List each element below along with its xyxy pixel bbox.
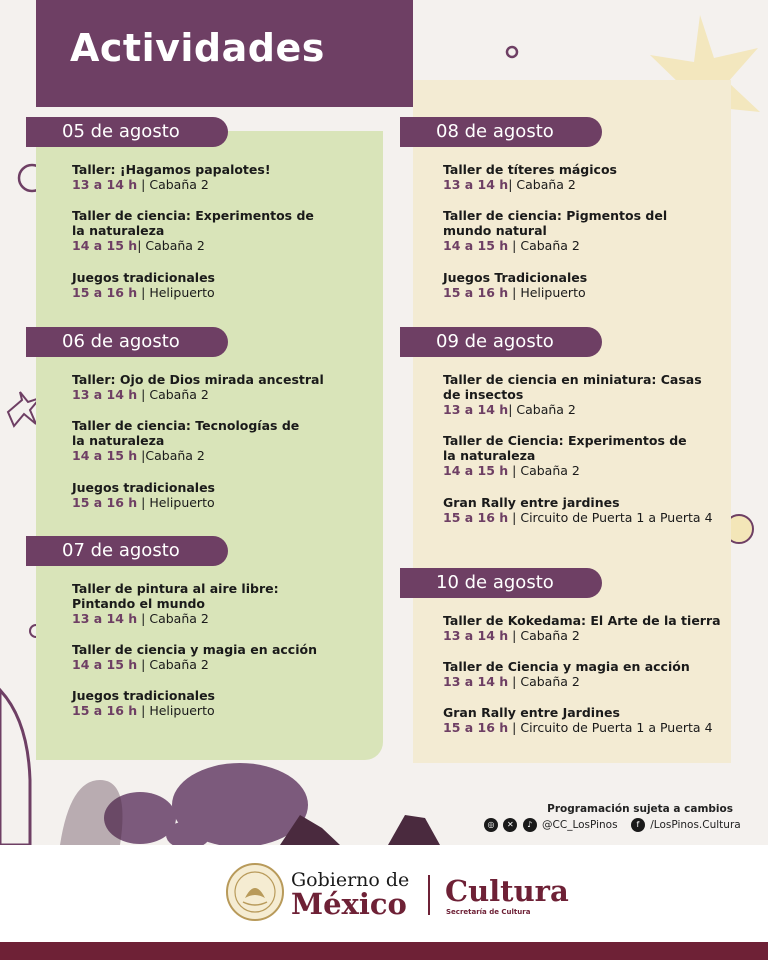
footer-bar [0, 942, 768, 960]
activity-item [443, 162, 743, 193]
activity-item [443, 372, 713, 418]
activity-hours: 14 a 15 h [72, 238, 138, 253]
activity-title: Taller de Kokedama: El Arte de la tierra [443, 613, 721, 628]
facebook-icon[interactable]: f [631, 818, 645, 832]
date-tab: 09 de agosto [400, 327, 602, 357]
activity-hours: 15 a 16 h [443, 510, 509, 525]
activity-item [72, 642, 372, 673]
activity-title: Taller de ciencia en miniatura: Casas de insectos [443, 372, 702, 402]
activity-title: Juegos tradicionales [72, 688, 215, 703]
date-tab: 05 de agosto [26, 117, 228, 147]
activity-place: |Cabaña 2 [137, 448, 205, 463]
activity-title: Taller de ciencia: Pigmentos del mundo natural [443, 208, 668, 238]
activity-title: Taller de Ciencia y magia en acción [443, 659, 690, 674]
activity-title: Taller de títeres mágicos [443, 162, 617, 177]
activity-time [443, 674, 743, 690]
activity-item [72, 581, 282, 627]
activity-hours: 13 a 14 h [72, 387, 138, 402]
instagram-icon[interactable]: ◎ [484, 818, 498, 832]
activity-place: | Helipuerto [137, 703, 215, 718]
activity-place: | Cabaña 2 [137, 657, 209, 672]
activity-item [72, 162, 372, 193]
boulder-decoration [172, 763, 308, 845]
activity-item [72, 372, 372, 403]
activity-hours: 15 a 16 h [72, 703, 138, 718]
activity-place: | Cabaña 2 [508, 238, 580, 253]
activity-title: Juegos tradicionales [72, 480, 215, 495]
activity-time [72, 495, 372, 511]
activity-item [72, 688, 372, 719]
activity-item [443, 659, 743, 690]
activity-item [443, 433, 703, 479]
activity-title: Gran Rally entre Jardines [443, 705, 620, 720]
cactus-decoration [0, 690, 30, 845]
activity-time [443, 402, 713, 418]
activity-title: Gran Rally entre jardines [443, 495, 620, 510]
activity-hours: 14 a 15 h [72, 657, 138, 672]
social-handle-2[interactable]: /LosPinos.Cultura [650, 819, 741, 831]
activity-time [443, 510, 743, 526]
activity-time [72, 611, 282, 627]
activity-hours: 15 a 16 h [72, 495, 138, 510]
activity-time [72, 177, 372, 193]
activity-time [72, 657, 372, 673]
date-tab: 08 de agosto [400, 117, 602, 147]
boulder-decoration [166, 821, 210, 845]
activity-hours: 13 a 14 h [443, 402, 509, 417]
activity-item [72, 480, 372, 511]
activity-title: Taller de ciencia: Experimentos de la naturaleza [72, 208, 314, 238]
page-title: Actividades [70, 26, 325, 70]
activity-place: | Helipuerto [508, 285, 586, 300]
activity-time [443, 720, 743, 736]
activity-item [443, 613, 743, 644]
footer-divider [428, 875, 430, 915]
activity-item [443, 270, 743, 301]
activity-hours: 14 a 15 h [443, 238, 509, 253]
activity-place: | Cabaña 2 [508, 628, 580, 643]
activity-time [443, 628, 743, 644]
activity-item [443, 208, 713, 254]
activity-hours: 15 a 16 h [443, 720, 509, 735]
activity-time [72, 703, 372, 719]
activity-place: | Circuito de Puerta 1 a Puerta 4 [508, 510, 713, 525]
activity-place: | Cabaña 2 [137, 177, 209, 192]
activity-title: Juegos tradicionales [72, 270, 215, 285]
cultura-logo-text: Cultura [445, 874, 569, 908]
activity-time [72, 387, 372, 403]
activity-title: Taller de Ciencia: Experimentos de la naturaleza [443, 433, 687, 463]
activity-title: Taller de pintura al aire libre: Pintando el mundo [72, 581, 279, 611]
activity-time [443, 285, 743, 301]
figure-decoration [60, 780, 123, 845]
activity-title: Taller: ¡Hagamos papalotes! [72, 162, 271, 177]
figure-decoration [388, 815, 440, 845]
tiktok-icon[interactable]: ♪ [523, 818, 537, 832]
date-tab: 06 de agosto [26, 327, 228, 357]
activity-item [443, 495, 743, 526]
activity-hours: 13 a 14 h [443, 628, 509, 643]
activity-place: | Cabaña 2 [508, 177, 576, 192]
mexico-label: México [291, 887, 407, 921]
activity-item [72, 418, 312, 464]
activity-time [443, 463, 703, 479]
activity-title: Juegos Tradicionales [443, 270, 588, 285]
activity-place: | Cabaña 2 [508, 402, 576, 417]
date-tab: 10 de agosto [400, 568, 602, 598]
x-icon[interactable]: ✕ [503, 818, 517, 832]
social-handle-1[interactable]: @CC_LosPinos [542, 819, 618, 831]
activity-place: | Cabaña 2 [137, 611, 209, 626]
date-tab: 07 de agosto [26, 536, 228, 566]
activity-title: Taller de ciencia: Tecnologías de la naturaleza [72, 418, 300, 448]
activity-title: Taller: Ojo de Dios mirada ancestral [72, 372, 324, 387]
activity-time [443, 177, 743, 193]
activity-title: Taller de ciencia y magia en acción [72, 642, 317, 657]
figure-decoration [280, 815, 340, 845]
cultura-subtitle: Secretaría de Cultura [446, 908, 531, 916]
activity-time [72, 448, 312, 464]
activity-hours: 15 a 16 h [443, 285, 509, 300]
schedule-note: Programación sujeta a cambios [547, 803, 733, 815]
circle-decoration [507, 47, 517, 57]
gobierno-label: Gobierno de [291, 869, 410, 891]
national-seal-icon [225, 862, 285, 922]
activity-hours: 13 a 14 h [72, 177, 138, 192]
activity-hours: 13 a 14 h [72, 611, 138, 626]
activity-hours: 13 a 14 h [443, 177, 509, 192]
activity-place: | Circuito de Puerta 1 a Puerta 4 [508, 720, 713, 735]
activity-place: | Helipuerto [137, 285, 215, 300]
boulder-decoration [104, 792, 176, 844]
activity-item [443, 705, 743, 736]
activity-place: | Cabaña 2 [137, 238, 205, 253]
activity-hours: 14 a 15 h [72, 448, 138, 463]
activity-hours: 14 a 15 h [443, 463, 509, 478]
activity-time [72, 238, 322, 254]
social-handles [484, 818, 744, 836]
activity-place: | Cabaña 2 [137, 387, 209, 402]
activity-hours: 13 a 14 h [443, 674, 509, 689]
activity-place: | Cabaña 2 [508, 463, 580, 478]
activity-item [72, 208, 322, 254]
activity-time [72, 285, 372, 301]
activity-place: | Cabaña 2 [508, 674, 580, 689]
activity-hours: 15 a 16 h [72, 285, 138, 300]
activity-item [72, 270, 372, 301]
activity-place: | Helipuerto [137, 495, 215, 510]
activity-time [443, 238, 713, 254]
